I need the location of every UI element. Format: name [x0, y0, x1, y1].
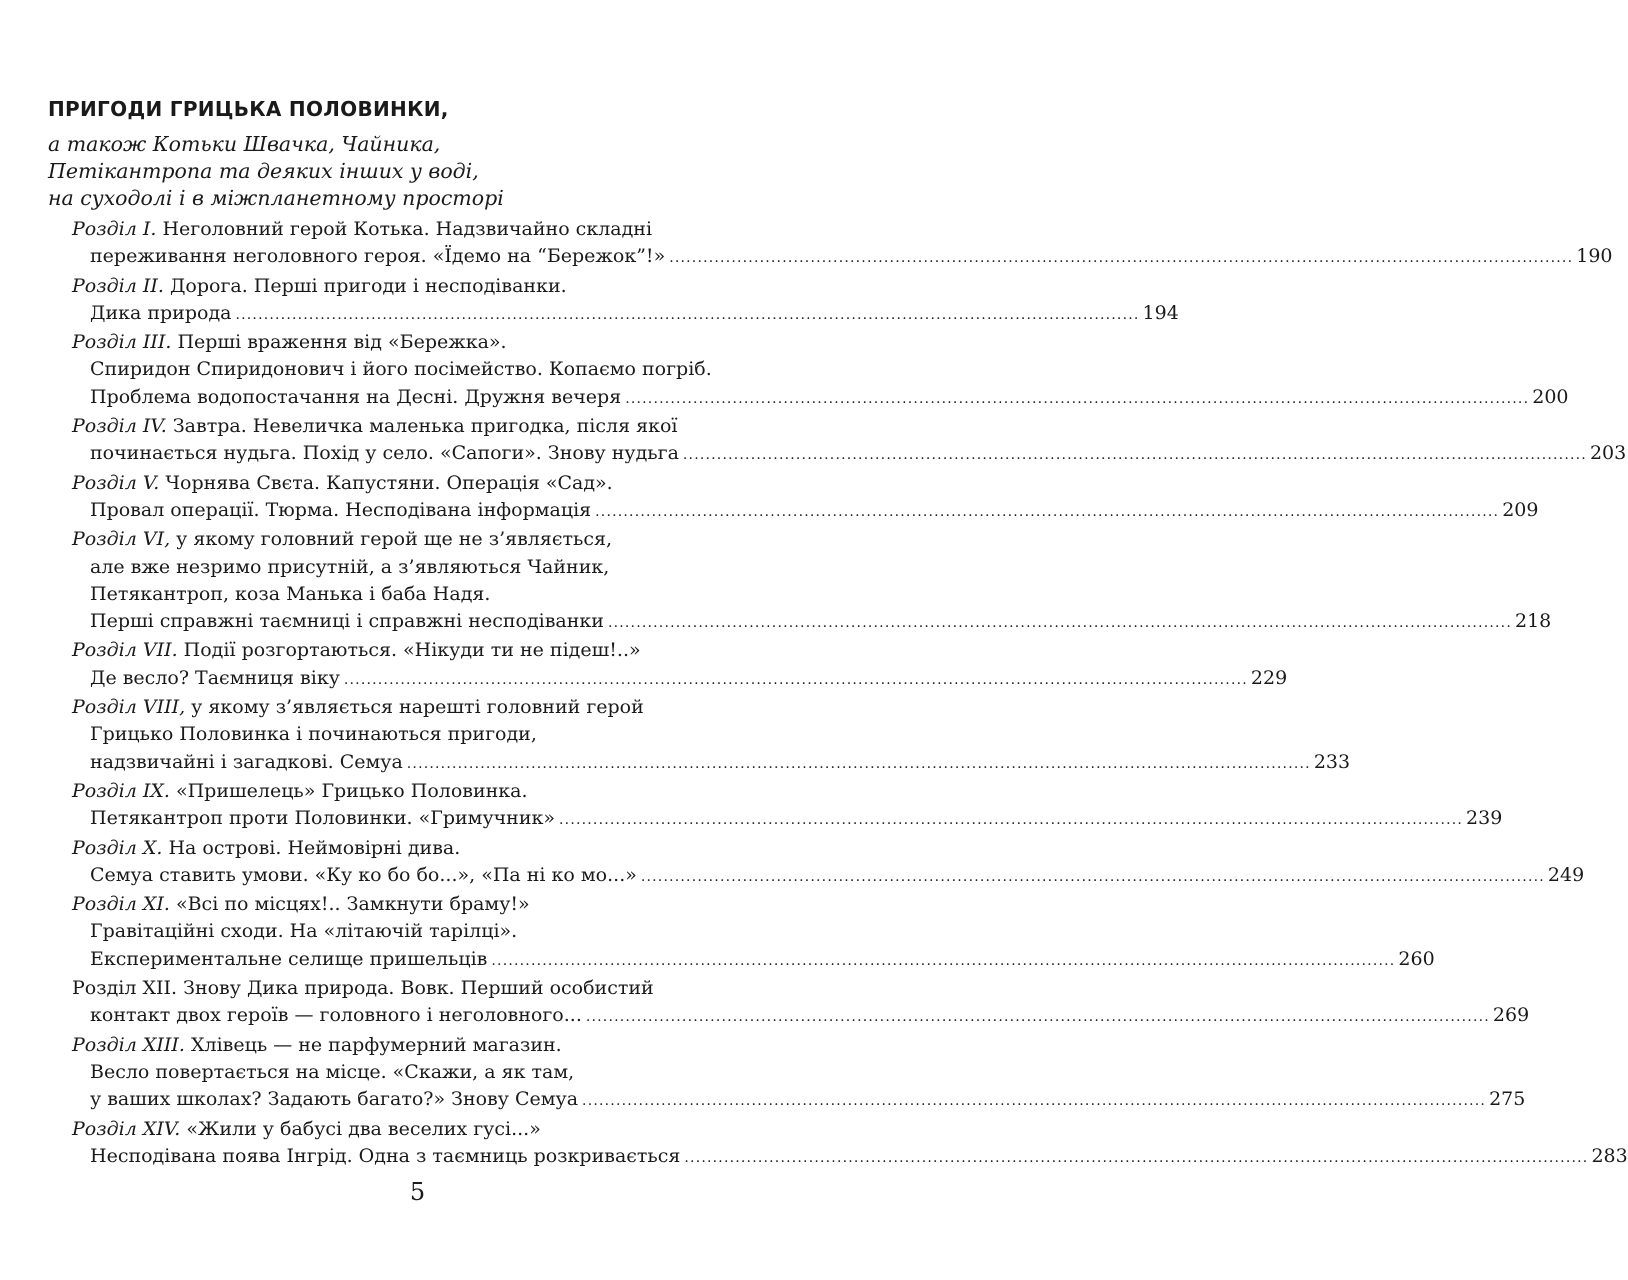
toc-entry: [48, 470, 1539, 527]
toc-line: [48, 470, 794, 497]
toc-line: [48, 1002, 1530, 1031]
dot-leader: ................................................................................................................................................................: [585, 1009, 1490, 1026]
chapter-label: Розділ I.: [72, 218, 157, 240]
dot-leader: ................................................................................................................................................................: [559, 812, 1464, 829]
chapter-label: Розділ XIV.: [72, 1117, 181, 1140]
chapter-page-number: 209: [1502, 498, 1539, 521]
toc-line: [48, 862, 1585, 891]
chapter-label: Розділ III.: [72, 331, 172, 354]
chapter-label: Розділ VI,: [72, 528, 171, 551]
subtitle-line: а також Котьки Швачка, Чайника,: [48, 132, 441, 156]
chapter-text: переживання неголовного героя. «Їдемо на “Бережок”!»: [90, 245, 666, 268]
toc-line: [48, 694, 794, 721]
toc-line: [48, 975, 794, 1002]
chapter-label: Розділ XI.: [72, 893, 170, 916]
dot-leader: ................................................................................................................................................................: [607, 615, 1512, 632]
toc-line: [48, 805, 1503, 834]
chapter-text: «Всі по місцях!.. Замкнути браму!»: [175, 893, 530, 916]
toc-line: [48, 526, 794, 553]
toc-entry: [48, 975, 1530, 1032]
toc-line: [48, 835, 794, 862]
chapter-label: Розділ X.: [72, 836, 163, 859]
subtitle-line: на суходолі і в міжпланетному просторі: [48, 186, 504, 210]
toc-line: [48, 216, 794, 243]
chapter-text: Завтра. Невеличка маленька пригодка, після якої: [172, 415, 678, 438]
dot-leader: ................................................................................................................................................................: [582, 1093, 1487, 1110]
toc-entry: [48, 1116, 1628, 1173]
chapter-page-number: 194: [1142, 301, 1179, 324]
chapter-text: починається нудьга. Похід у село. «Сапоги». Знову нудьга: [90, 442, 679, 465]
chapter-text: Перші справжні таємниці і справжні несподіванки: [90, 610, 604, 633]
chapter-label: Розділ XIII.: [72, 1033, 185, 1056]
chapter-page-number: 260: [1398, 947, 1435, 970]
dot-leader: ................................................................................................................................................................: [343, 671, 1248, 688]
chapter-page-number: 239: [1466, 807, 1503, 830]
toc-line: [48, 329, 794, 356]
chapter-text: у якому з’являється нарешті головний герой: [191, 696, 644, 719]
toc-line: [48, 749, 1351, 778]
toc-entry: [48, 694, 1351, 778]
contents-page: [48, 95, 1628, 1172]
chapter-text: Грицько Половинка і починаються пригоди,: [90, 723, 537, 746]
chapter-text: «Жили у бабусі два веселих гусі...»: [186, 1117, 541, 1140]
toc-line: [48, 637, 794, 664]
toc-line: [48, 413, 794, 440]
toc-entry: [48, 891, 1435, 975]
toc-line: [48, 300, 1179, 329]
chapter-text: надзвичайні і загадкові. Семуа: [90, 750, 403, 773]
chapter-text: Петякантроп, коза Манька і баба Надя.: [90, 582, 491, 605]
chapter-page-number: 200: [1532, 385, 1569, 408]
chapter-text: Неголовний герой Котька. Надзвичайно складні: [162, 218, 653, 240]
chapter-text: Перші враження від «Бережка».: [177, 331, 507, 354]
chapter-label: Розділ XII.: [72, 977, 178, 1000]
chapter-page-number: 203: [1589, 442, 1627, 465]
toc-line: [48, 356, 794, 383]
chapter-page-number: 283: [1591, 1144, 1628, 1167]
chapter-page-number: 190: [1576, 245, 1613, 268]
toc-line: [48, 581, 794, 608]
chapter-text: Проблема водопостачання на Десні. Дружня вечеря: [90, 385, 622, 408]
chapter-label: Розділ II.: [72, 274, 164, 297]
chapter-text: Дика природа: [90, 301, 232, 324]
chapter-text: Дорога. Перші пригоди і несподіванки.: [169, 274, 567, 297]
toc-line: [48, 384, 1569, 413]
toc-line: [48, 497, 1539, 526]
toc-line: [48, 243, 1613, 272]
chapter-text: у якому головний герой ще не з’являється,: [176, 528, 613, 551]
chapter-label: Розділ IV.: [72, 415, 167, 438]
toc-entry: [48, 835, 1585, 892]
chapter-text: Чорнява Свєта. Капустяни. Операція «Сад».: [165, 471, 613, 494]
toc-line: [48, 1086, 1526, 1115]
chapter-label: Розділ VIII,: [72, 696, 186, 719]
toc-line: [48, 778, 794, 805]
chapter-page-number: 218: [1514, 610, 1552, 633]
section-subtitle: [48, 131, 794, 212]
dot-leader: ................................................................................................................................................................: [491, 952, 1396, 969]
chapter-text: Семуа ставить умови. «Ку ко бо бо...», «Па ні ко мо...»: [90, 863, 637, 886]
toc-entry: [48, 216, 1613, 273]
toc-line: [48, 721, 794, 748]
toc-entry: [48, 778, 1503, 835]
chapter-text: Хлівець — не парфумерний магазин.: [190, 1033, 562, 1056]
section-title: ПРИГОДИ ГРИЦЬКА ПОЛОВИНКИ,: [48, 97, 449, 121]
toc-line: [48, 946, 1435, 975]
chapter-text: у ваших школах? Задають багато?» Знову Семуа: [90, 1088, 579, 1111]
chapter-text: Експериментальне селище пришельців: [90, 947, 488, 970]
chapter-text: Спиридон Спиридонович і його посімейство. Копаємо погріб.: [90, 358, 712, 381]
chapter-text: «Пришелець» Грицько Половинка.: [175, 779, 528, 802]
chapter-page-number: 233: [1313, 750, 1351, 773]
dot-leader: ................................................................................................................................................................: [640, 868, 1545, 885]
chapter-text: Несподівана поява Інгрід. Одна з таємниць розкривається: [90, 1144, 681, 1167]
toc-line: [48, 891, 794, 918]
chapter-text: Гравітаційні сходи. На «літаючій тарілці».: [90, 920, 518, 943]
chapter-page-number: 275: [1489, 1088, 1526, 1111]
dot-leader: ................................................................................................................................................................: [669, 250, 1574, 267]
chapter-text: Весло повертається на місце. «Скажи, а як там,: [90, 1060, 575, 1083]
chapter-label: Розділ VII.: [72, 639, 178, 662]
chapter-list: [48, 216, 1628, 1172]
toc-line: [48, 440, 1627, 469]
toc-entry: [48, 273, 1179, 330]
chapter-page-number: 269: [1492, 1004, 1530, 1027]
toc-entry: [48, 637, 1288, 694]
toc-line: [48, 608, 1552, 637]
chapter-label: Розділ V.: [72, 471, 160, 494]
toc-line: [48, 1143, 1628, 1172]
chapter-text: Петякантроп проти Половинки. «Гримучник»: [90, 807, 556, 830]
chapter-text: Знову Дика природа. Вовк. Перший особистий: [183, 977, 654, 1000]
dot-leader: ................................................................................................................................................................: [595, 503, 1500, 520]
chapter-text: Де весло? Таємниця віку: [90, 666, 340, 689]
dot-leader: ................................................................................................................................................................: [235, 306, 1140, 323]
chapter-text: контакт двох героїв — головного і неголовного...: [90, 1004, 582, 1027]
chapter-text: Події розгортаються. «Нікуди ти не підеш!..»: [183, 639, 641, 662]
toc-line: [48, 273, 794, 300]
chapter-text: На острові. Неймовірні дива.: [168, 836, 461, 859]
toc-line: [48, 665, 1288, 694]
toc-line: [48, 1116, 794, 1143]
toc-entry: [48, 329, 1569, 413]
dot-leader: ................................................................................................................................................................: [682, 447, 1587, 464]
toc-entry: [48, 413, 1627, 470]
chapter-label: Розділ IX.: [72, 779, 170, 802]
chapter-text: але вже незримо присутній, а з’являються Чайник,: [90, 555, 610, 578]
subtitle-line: Петікантропа та деяких інших у воді,: [48, 159, 479, 183]
dot-leader: ................................................................................................................................................................: [684, 1149, 1589, 1166]
chapter-text: Провал операції. Тюрма. Несподівана інформація: [90, 498, 592, 521]
toc-line: [48, 1059, 794, 1086]
toc-line: [48, 1032, 794, 1059]
dot-leader: ................................................................................................................................................................: [625, 390, 1530, 407]
chapter-page-number: 249: [1547, 863, 1585, 886]
toc-line: [48, 918, 794, 945]
toc-line: [48, 554, 794, 581]
dot-leader: ................................................................................................................................................................: [406, 755, 1311, 772]
chapter-page-number: 229: [1250, 666, 1288, 689]
toc-entry: [48, 1032, 1526, 1116]
page-number: 5: [409, 1178, 426, 1206]
toc-entry: [48, 526, 1552, 637]
